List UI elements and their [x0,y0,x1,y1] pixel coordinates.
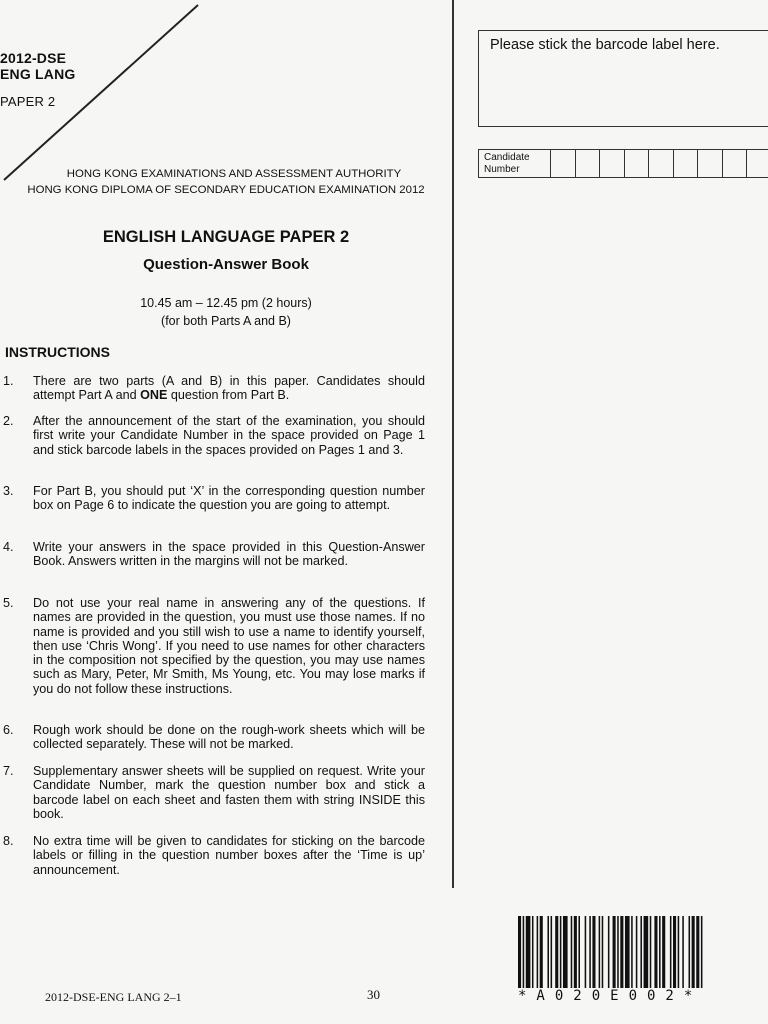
barcode-bar [563,916,568,988]
instruction-number: 2. [3,414,14,428]
footer-paper-code: 2012-DSE-ENG LANG 2–1 [45,990,182,1004]
candidate-digit-cell[interactable] [624,150,650,177]
subject-code: ENG LANG [0,66,76,82]
instruction-number: 7. [3,764,14,778]
candidate-digit-cell[interactable] [575,150,601,177]
instruction-number: 3. [3,484,14,498]
instruction-text: Rough work should be done on the rough-work sheets which will be collected separately. These will not be marked. [33,723,425,752]
barcode-bar [617,916,619,988]
barcode-bar [701,916,703,988]
barcode-bar [670,916,672,988]
barcode-bar [571,916,573,988]
barcode-bar [696,916,699,988]
barcode-bar [608,916,610,988]
paper-code: PAPER 2 [0,94,56,109]
candidate-digit-cell[interactable] [673,150,699,177]
footer-page-number: 30 [367,987,380,1002]
instruction-text: Write your answers in the space provided in this Question-Answer Book. Answers written in the margins will not be marked. [33,540,425,569]
barcode-bar [631,916,633,988]
instruction-text: After the announcement of the start of the examination, you should first write your Candidate Number in the space provided on Page 1 and stick barcode labels in the spaces provided on Pages 1 and 3. [33,414,425,457]
barcode-bar [625,916,630,988]
barcode-bar [692,916,695,988]
barcode-bar [592,916,595,988]
barcode-bar [540,916,543,988]
instructions-heading: INSTRUCTIONS [5,344,110,360]
barcode-label-area [478,30,768,127]
candidate-digit-cell[interactable] [722,150,748,177]
barcode-bar [620,916,623,988]
barcode-bar [678,916,680,988]
barcode-bar [659,916,661,988]
barcode-bar [574,916,577,988]
authority-name: HONG KONG EXAMINATIONS AND ASSESSMENT AUTHORITY [66,168,402,180]
barcode-bar [551,916,553,988]
barcode-bar [518,916,521,988]
barcode-bar [547,916,549,988]
diploma-name: HONG KONG DIPLOMA OF SECONDARY EDUCATION EXAMINATION 2012 [27,184,425,196]
exam-code: 2012-DSE [0,50,67,66]
candidate-digit-cell[interactable] [697,150,723,177]
barcode-bar [644,916,649,988]
barcode-bar [599,916,601,988]
barcode-bar [650,916,652,988]
instruction-text: For Part B, you should put ‘X’ in the corresponding question number box on Page 6 to indicate the question you are going to attempt. [33,484,425,513]
barcode-bar [589,916,591,988]
instruction-number: 8. [3,834,14,848]
exam-parts: (for both Parts A and B) [161,314,291,328]
barcode-bar [578,916,580,988]
barcode-bar [602,916,604,988]
book-subtitle: Question-Answer Book [143,256,309,273]
barcode-bar [555,916,558,988]
barcode-bar [537,916,539,988]
candidate-digit-cell[interactable] [550,150,576,177]
instruction-number: 6. [3,723,14,737]
candidate-number-label: Candidate Number [484,152,530,175]
diagonal-corner-line [0,0,210,185]
instruction-text: No extra time will be given to candidates for sticking on the barcode labels or filling in the question number boxes after the ‘Time is up’ announcement. [33,834,425,877]
instruction-text: There are two parts (A and B) in this paper. Candidates should attempt Part A and ONE question from Part B. [33,374,425,403]
barcode-bar [523,916,525,988]
instruction-number: 1. [3,374,14,388]
barcode-bar [560,916,562,988]
barcode-bar [662,916,665,988]
barcode-bar [532,916,534,988]
instruction-number: 5. [3,596,14,610]
barcode-bar [526,916,531,988]
candidate-digit-cell[interactable] [599,150,625,177]
barcode-bar [636,916,638,988]
instruction-text: Supplementary answer sheets will be supplied on request. Write your Candidate Number, mark the question number box and stick a barcode label on each sheet and fasten them with string INSIDE this book. [33,764,425,821]
barcode-bar [682,916,684,988]
exam-time: 10.45 am – 12.45 pm (2 hours) [140,296,312,310]
candidate-number-box [478,149,768,178]
barcode-image [518,916,768,988]
barcode-bar [585,916,587,988]
barcode-text: *A020E002* [518,988,703,1004]
instruction-text: Do not use your real name in answering any of the questions. If names are provided in the question, you must use those names. If no name is provided and you still wish to use a name to identify yourself, then use ‘Chris Wong’. If you need to use names for other characters in the composition not specified by the question, you may use names such as Mary, Peter, Mr Smith, Ms Young, etc. You may lose marks if you do not follow these instructions. [33,596,425,696]
instruction-number: 4. [3,540,14,554]
barcode-bar [689,916,691,988]
barcode-bar [640,916,642,988]
barcode-bar [613,916,616,988]
barcode-label-instruction: Please stick the barcode label here. [490,37,720,53]
barcode-bar [654,916,657,988]
page-divider [452,0,454,888]
barcode-bar [673,916,676,988]
candidate-digit-cell[interactable] [648,150,674,177]
candidate-digit-cell[interactable] [746,150,768,177]
paper-title: ENGLISH LANGUAGE PAPER 2 [102,228,350,246]
